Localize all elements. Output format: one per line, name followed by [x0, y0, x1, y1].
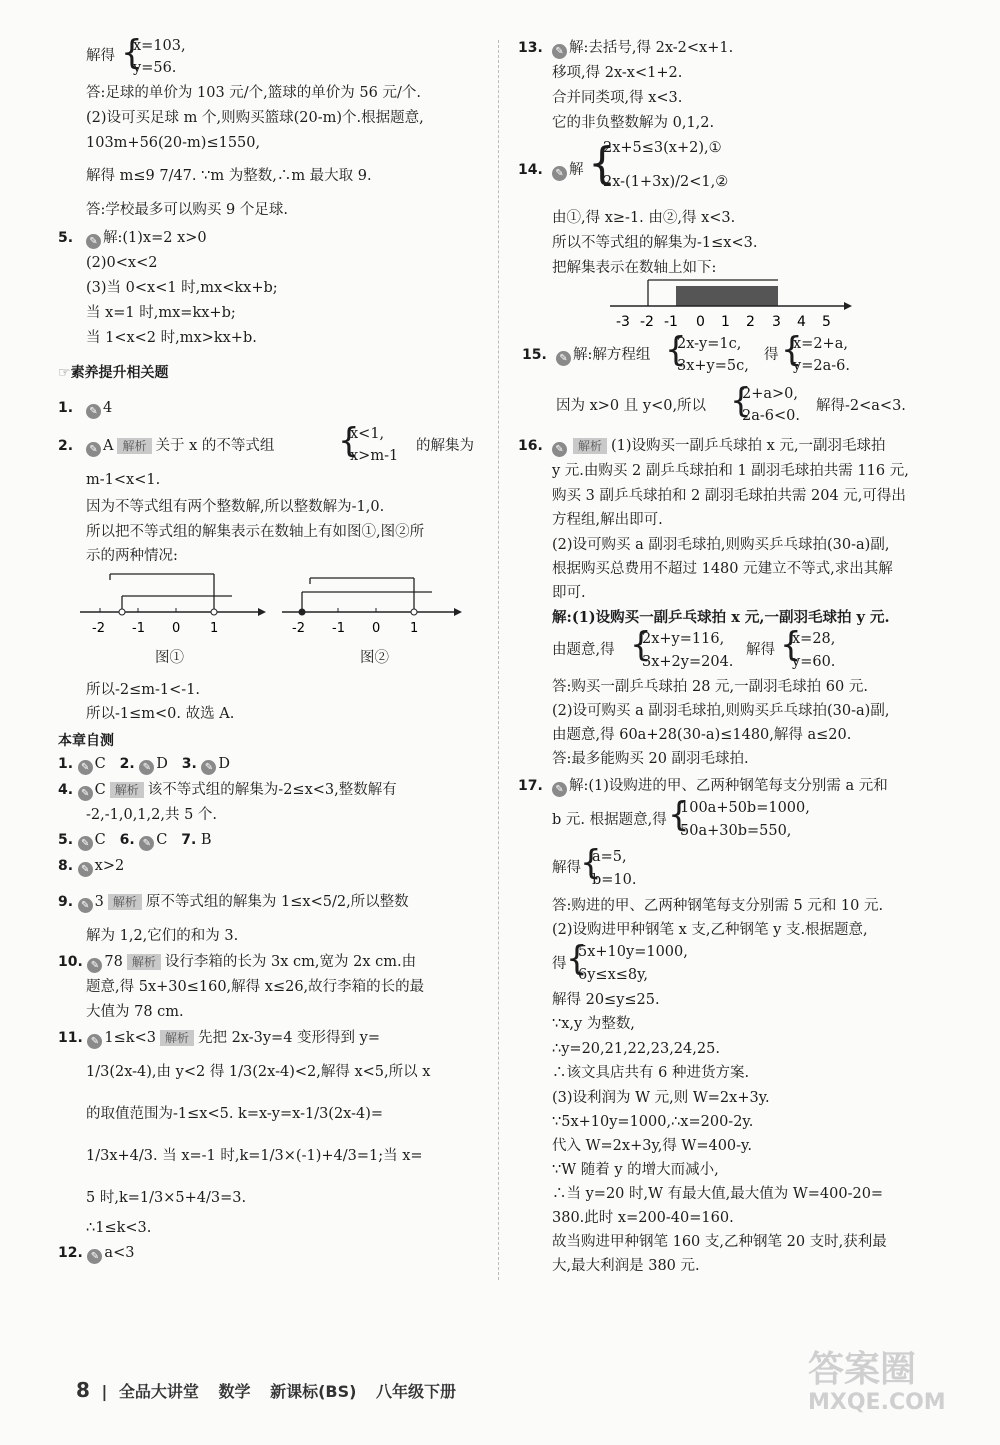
text-line: (3)当 0<x<1 时,mx<kx+b;: [86, 280, 278, 296]
text-line: 答:购买一副乒乓球拍 28 元,一副羽毛球拍 60 元.: [552, 679, 868, 695]
watermark: 答案圈 MXQE.COM: [808, 1349, 946, 1415]
tick-label: -1: [132, 621, 145, 636]
text-line: 解得: [746, 642, 775, 658]
tick-label: 1: [410, 621, 419, 636]
question-number: 13.: [518, 40, 543, 56]
analysis-tag: 解析: [117, 438, 151, 454]
text-line: 解得 20≤y≤25.: [552, 992, 660, 1008]
text-line: ✎ 解:去括号,得 2x-2<x+1.: [552, 38, 733, 59]
text-line: ✎ 解:解方程组: [556, 345, 650, 366]
text-line: 100a+50b=1000,: [680, 800, 810, 816]
tick-label: 4: [797, 314, 806, 330]
arrow-head: [844, 302, 852, 310]
text-line: 1/3x+4/3. 当 x=-1 时,k=1/3×(-1)+4/3=1;当 x=: [86, 1148, 423, 1164]
tick-label: -2: [92, 621, 105, 636]
text-line: 103m+56(20-m)≤1550,: [86, 135, 261, 151]
text-line: 答:足球的单价为 103 元/个,篮球的单价为 56 元/个.: [86, 85, 421, 101]
answer-row: 4. ✎ C 解析 该不等式组的解集为-2≤x<3,整数解有: [58, 782, 397, 799]
text-line: 所以不等式组的解集为-1≤x<3.: [552, 235, 758, 251]
arrow-head: [454, 608, 462, 616]
pen-icon: ✎: [552, 782, 567, 797]
pen-icon: ✎: [87, 958, 102, 973]
text-line: 的解集为: [416, 438, 474, 454]
arrow-head: [258, 608, 266, 616]
text-line: y=2a-6.: [793, 358, 850, 374]
pen-icon: ✎: [87, 1034, 102, 1049]
text-line: x=28,: [792, 631, 836, 647]
analysis-tag: 解析: [108, 894, 142, 910]
text-line: 所以-2≤m-1<-1.: [86, 682, 201, 698]
pen-icon: ✎: [87, 1249, 102, 1264]
brace: {: [580, 843, 602, 883]
text-line: 380.此时 x=200-40=160.: [552, 1210, 734, 1226]
answer: ✎ A 解析 关于 x 的不等式组: [86, 436, 274, 457]
text-line: ✎ 解析 (1)设购买一副乒乓球拍 x 元,一副羽毛球拍: [552, 436, 886, 457]
text-line: (2)设可购买 a 副羽毛球拍,则购买乒乓球拍(30-a)副,: [552, 703, 890, 719]
brace: {: [566, 939, 588, 979]
book-title: 全品大讲堂: [118, 1382, 199, 1401]
text-line: -2,-1,0,1,2,共 5 个.: [86, 807, 218, 823]
section-heading: ☞素养提升相关题: [58, 365, 169, 381]
question-number: 2.: [58, 438, 74, 454]
text-line: 方程组,解出即可.: [552, 512, 663, 528]
page-number: 8: [76, 1378, 90, 1402]
text-line: x<1,: [350, 426, 385, 442]
text-line: ✎ 解:(1)设购进的甲、乙两种钢笔每支分别需 a 元和: [552, 776, 888, 797]
text-line: ∴当 y=20 时,W 有最大值,最大值为 W=400-20=: [552, 1186, 884, 1202]
text-line: ✎ 解:(1)x=2 x>0: [86, 228, 207, 249]
text-line: 答:学校最多可以购买 9 个足球.: [86, 202, 288, 218]
tick-label: -2: [640, 314, 654, 330]
answer-row: 11. ✎ 1≤k<3 解析 先把 2x-3y=4 变形得到 y=: [58, 1030, 380, 1047]
edition: 新课标(BS): [270, 1382, 357, 1401]
section-heading: 本章自测: [58, 733, 114, 749]
text-line: 解得-2<a<3.: [816, 398, 906, 414]
text-line: 示的两种情况:: [86, 548, 178, 564]
pen-icon: ✎: [78, 836, 93, 851]
text-line: a=5,: [592, 849, 627, 865]
text-line: (3)设利润为 W 元,则 W=2x+3y.: [552, 1090, 770, 1106]
tick-label: -1: [332, 621, 345, 636]
tick-label: -1: [664, 314, 678, 330]
pen-icon: ✎: [78, 786, 93, 801]
pen-icon: ✎: [552, 166, 567, 181]
text-line: ∴1≤k<3.: [86, 1220, 152, 1236]
text-line: x=103,: [133, 38, 186, 54]
text-line: 移项,得 2x-x<1+2.: [552, 65, 683, 81]
text-line: 大,最大利润是 380 元.: [552, 1258, 700, 1274]
open-point: [211, 609, 217, 615]
number-line-fig2: [282, 570, 472, 640]
tick-label: 5: [822, 314, 831, 330]
text-line: 3x+2y=204.: [642, 654, 734, 670]
text-line: ∴该文具店共有 6 种进货方案.: [552, 1065, 750, 1081]
text-line: 由题意,得: [552, 642, 615, 658]
brace: {: [780, 625, 802, 665]
answer-row: 5. ✎ C 6. ✎ C 7. B: [58, 832, 212, 849]
question-number: 17.: [518, 778, 543, 794]
text-line: 解:(1)设购买一副乒乓球拍 x 元,一副羽毛球拍 y 元.: [552, 609, 890, 626]
analysis-tag: 解析: [127, 954, 161, 970]
text-line: 购买 3 副乒乓球拍和 2 副羽毛球拍共需 204 元,可得出: [552, 488, 906, 504]
text-line: ∵5x+10y=1000,∴x=200-2y.: [552, 1114, 754, 1130]
text-line: 根据购买总费用不超过 1480 元建立不等式,求出其解: [552, 561, 893, 577]
brace: {: [630, 625, 652, 665]
pen-icon: ✎: [86, 404, 101, 419]
number-line-fig1: [80, 570, 270, 640]
analysis-tag: 解析: [573, 438, 607, 454]
pen-icon: ✎: [552, 44, 567, 59]
number-line-q14: [608, 276, 858, 330]
text-line: 当 x=1 时,mx=kx+b;: [86, 305, 236, 321]
text-line: 2+a>0,: [742, 386, 799, 402]
brace: {: [338, 421, 360, 461]
brace: {: [588, 138, 616, 189]
pen-icon: ✎: [139, 836, 154, 851]
text-line: 2x+y=116,: [642, 631, 725, 647]
brace: {: [121, 33, 143, 73]
answer-row: 9. ✎ 3 解析 原不等式组的解集为 1≤x<5/2,所以整数: [58, 894, 409, 911]
text-line: 6y≤x≤8y,: [578, 967, 648, 983]
answer-row: 8. ✎ x>2: [58, 858, 125, 875]
text-line: ∵W 随着 y 的增大而减小,: [552, 1162, 719, 1178]
text-line: 答:最多能购买 20 副羽毛球拍.: [552, 751, 749, 767]
brace: {: [665, 330, 687, 370]
pen-icon: ✎: [86, 234, 101, 249]
text-line: 解得: [552, 860, 581, 876]
question-number: 1.: [58, 400, 74, 416]
text-line: m-1<x<1.: [86, 472, 161, 488]
text-line: (2)设购进甲种钢笔 x 支,乙种钢笔 y 支.根据题意,: [552, 922, 868, 938]
text-line: 解得: [86, 48, 115, 64]
text-line: 1/3(2x-4),由 y<2 得 1/3(2x-4)<2,解得 x<5,所以 x: [86, 1064, 431, 1080]
text-line: 解得 m≤9 7/47. ∵m 为整数,∴m 最大取 9.: [86, 168, 372, 184]
text-line: 合并同类项,得 x<3.: [552, 90, 683, 106]
text-line: 当 1<x<2 时,mx>kx+b.: [86, 330, 257, 346]
text-line: 题意,得 5x+30≤160,解得 x≤26,故行李箱的长的最: [86, 979, 425, 995]
text-line: y=60.: [792, 654, 836, 670]
figure-caption: 图①: [155, 650, 184, 666]
brace: {: [781, 330, 803, 370]
text-line: 因为不等式组有两个整数解,所以整数解为-1,0.: [86, 499, 385, 515]
answer-row: 12. ✎ a<3: [58, 1245, 135, 1262]
text-line: 大值为 78 cm.: [86, 1004, 184, 1020]
text-line: (2)设可购买 a 副羽毛球拍,则购买乒乓球拍(30-a)副,: [552, 537, 890, 553]
text-line: 故当购进甲种钢笔 160 支,乙种钢笔 20 支时,获利最: [552, 1234, 887, 1250]
text-line: 5 时,k=1/3×5+4/3=3.: [86, 1190, 247, 1206]
text-line: 即可.: [552, 585, 586, 601]
text-line: ✎ 解: [552, 160, 584, 181]
pen-icon: ✎: [78, 862, 93, 877]
brace: {: [730, 381, 752, 421]
brace: {: [668, 795, 690, 835]
text-line: 解为 1,2,它们的和为 3.: [86, 928, 239, 944]
tick-label: 0: [372, 621, 381, 636]
tick-label: 3: [772, 314, 781, 330]
text-line: y=56.: [133, 60, 177, 76]
tick-label: 1: [210, 621, 219, 636]
text-line: 得: [552, 956, 567, 972]
question-number: 16.: [518, 438, 543, 454]
text-line: 答:购进的甲、乙两种钢笔每支分别需 5 元和 10 元.: [552, 898, 884, 914]
text-line: 由题意,得 60a+28(30-a)≤1480,解得 a≤20.: [552, 727, 852, 743]
text-line: 5x+10y=1000,: [578, 944, 688, 960]
text-line: ∵x,y 为整数,: [552, 1016, 635, 1032]
pen-icon: ✎: [78, 898, 93, 913]
page-footer: 8 | 全品大讲堂 数学 新课标(BS) 八年级下册: [76, 1378, 457, 1402]
text-line: 2x-(1+3x)/2<1,②: [603, 174, 729, 190]
answer: ✎ 4: [86, 398, 112, 419]
open-point: [411, 609, 417, 615]
open-point: [119, 609, 125, 615]
text-line: 2x+5≤3(x+2),①: [603, 140, 722, 156]
text-line: 2x-y=1c,: [677, 336, 742, 352]
text-line: 2a-6<0.: [742, 408, 800, 424]
text-line: 代入 W=2x+3y,得 W=400-y.: [552, 1138, 752, 1154]
pen-icon: ✎: [139, 760, 154, 775]
tick-label: 0: [172, 621, 181, 636]
text-line: 的取值范围为-1≤x<5. k=x-y=x-1/3(2x-4)=: [86, 1106, 384, 1122]
grade: 八年级下册: [376, 1382, 457, 1401]
column-divider: [498, 40, 499, 1280]
text-line: 它的非负整数解为 0,1,2.: [552, 115, 715, 131]
question-number: 15.: [522, 347, 547, 363]
closed-point: [299, 609, 305, 615]
text-line: 所以-1≤m<0. 故选 A.: [86, 706, 235, 722]
text-line: 得: [764, 347, 779, 363]
solution-band: [676, 286, 778, 306]
figure-caption: 图②: [360, 650, 389, 666]
tick-label: -2: [292, 621, 305, 636]
subject: 数学: [218, 1382, 251, 1401]
text-line: 把解集表示在数轴上如下:: [552, 260, 717, 276]
question-number: 5.: [58, 230, 74, 246]
pen-icon: ✎: [556, 351, 571, 366]
pen-icon: ✎: [78, 760, 93, 775]
tick-label: -3: [616, 314, 630, 330]
text-line: b=10.: [592, 872, 637, 888]
text-line: 所以把不等式组的解集表示在数轴上有如图①,图②所: [86, 524, 425, 540]
tick-label: 1: [721, 314, 730, 330]
text-line: ∴y=20,21,22,23,24,25.: [552, 1041, 720, 1057]
pen-icon: ✎: [86, 442, 101, 457]
question-number: 14.: [518, 162, 543, 178]
text-line: 50a+30b=550,: [680, 823, 792, 839]
analysis-tag: 解析: [110, 782, 144, 798]
text-line: 因为 x>0 且 y<0,所以: [556, 398, 707, 414]
text-line: (2)0<x<2: [86, 255, 158, 271]
text-line: b 元. 根据题意,得: [552, 812, 667, 828]
text-line: 3x+y=5c,: [677, 358, 749, 374]
pen-icon: ✎: [201, 760, 216, 775]
text-line: y 元.由购买 2 副乒乓球拍和 1 副羽毛球拍共需 116 元,: [552, 463, 909, 479]
text-line: (2)设可买足球 m 个,则购买篮球(20-m)个.根据题意,: [86, 110, 424, 126]
pen-icon: ✎: [552, 442, 567, 457]
tick-label: 2: [746, 314, 755, 330]
tick-label: 0: [696, 314, 705, 330]
text-line: x>m-1: [350, 448, 399, 464]
answer-row: 1. ✎ C 2. ✎ D 3. ✎ D: [58, 756, 231, 773]
text-line: 由①,得 x≥-1. 由②,得 x<3.: [552, 210, 736, 226]
answer-row: 10. ✎ 78 解析 设行李箱的长为 3x cm,宽为 2x cm.由: [58, 954, 417, 971]
analysis-tag: 解析: [160, 1030, 194, 1046]
text-line: x=2+a,: [793, 336, 848, 352]
